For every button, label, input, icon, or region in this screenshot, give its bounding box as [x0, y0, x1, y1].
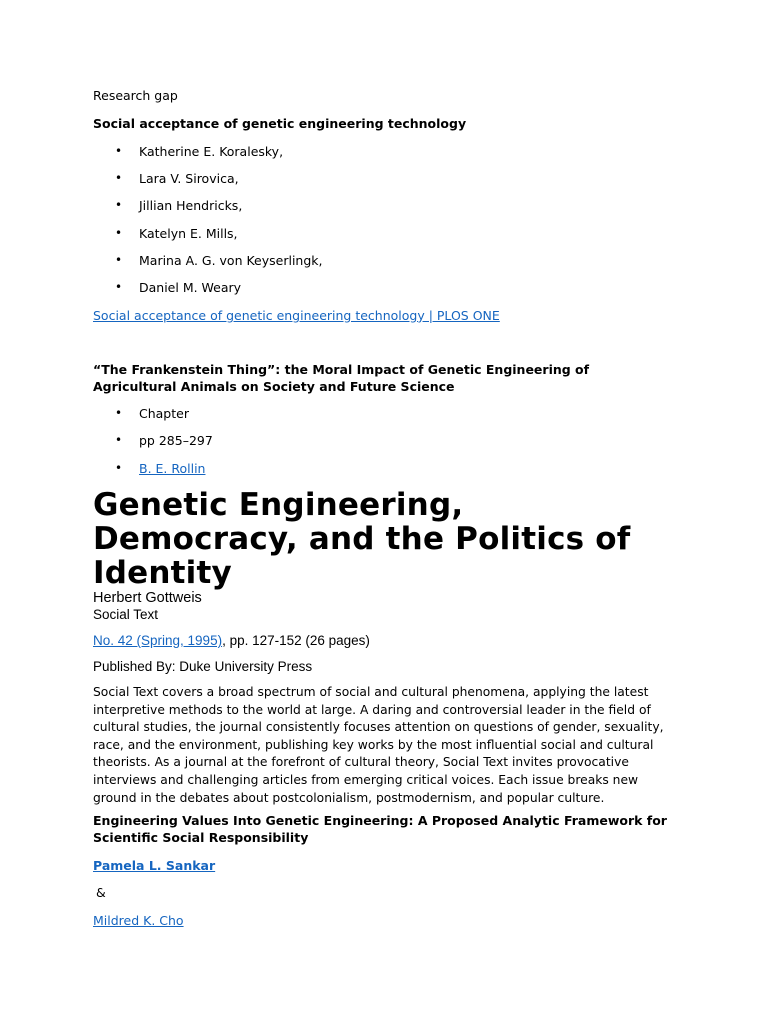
article-title-engineering-values: Engineering Values Into Genetic Engineering: A Proposed Analytic Framework for Scientific Social Responsibility: [93, 813, 667, 845]
article-author: Herbert Gottweis: [93, 590, 202, 606]
author-item: • Daniel M. Weary: [93, 279, 668, 296]
plos-one-article-link[interactable]: Social acceptance of genetic engineering technology | PLOS ONE: [93, 307, 500, 323]
author-link-rollin[interactable]: B. E. Rollin: [139, 460, 206, 476]
journal-description: Social Text covers a broad spectrum of social and cultural phenomena, applying the latest interpretive methods to the world at large. A daring and controversial leader in the field of cultural studies, the journal consistently focuses attention on questions of gender, sexuality, race, and the environment, publishing key works by the most influential social and cultural theorists. As a journal at the forefront of cultural theory, Social Text invites provocative interviews and challenging articles from emerging critical voices. Each issue breaks new ground in the debates about postcolonialism, postmodernism, and popular culture.: [93, 685, 664, 805]
research-gap-heading: Research gap: [93, 88, 178, 103]
author-item: • Katelyn E. Mills,: [93, 225, 668, 242]
chapter-author-item: [93, 460, 668, 477]
chapter-details-list: [93, 405, 668, 477]
frankenstein-section: [93, 361, 668, 487]
author-link-cho[interactable]: Mildred K. Cho: [93, 912, 184, 928]
author-item: • Jillian Hendricks,: [93, 197, 668, 214]
issue-info: [93, 633, 668, 649]
article-title-social-acceptance: Social acceptance of genetic engineering technology: [93, 116, 467, 131]
author-item: • Lara V. Sirovica,: [93, 170, 668, 187]
author-item: • Marina A. G. von Keyserlingk,: [93, 252, 668, 269]
article-title-democracy: Genetic Engineering, Democracy, and the Politics of Identity: [93, 487, 631, 591]
gottweis-section: [93, 488, 668, 807]
author-separator: &: [96, 885, 106, 900]
chapter-title-frankenstein: “The Frankenstein Thing”: the Moral Impact of Genetic Engineering of Agricultural Animals on Society and Future Science: [93, 362, 590, 394]
author-link-sankar[interactable]: Pamela L. Sankar: [93, 857, 216, 873]
publisher-line: Published By: Duke University Press: [93, 659, 313, 674]
sankar-cho-section: [93, 812, 668, 929]
author-item: • Katherine E. Koralesky,: [93, 143, 668, 160]
chapter-pages-item: • pp 285–297: [93, 432, 668, 449]
author-list: [93, 143, 668, 297]
journal-name: Social Text: [93, 607, 159, 622]
issue-link[interactable]: No. 42 (Spring, 1995): [93, 633, 223, 648]
research-gap-section: [93, 87, 668, 324]
issue-pages: , pp. 127-152 (26 pages): [222, 633, 370, 648]
chapter-type-item: • Chapter: [93, 405, 668, 422]
